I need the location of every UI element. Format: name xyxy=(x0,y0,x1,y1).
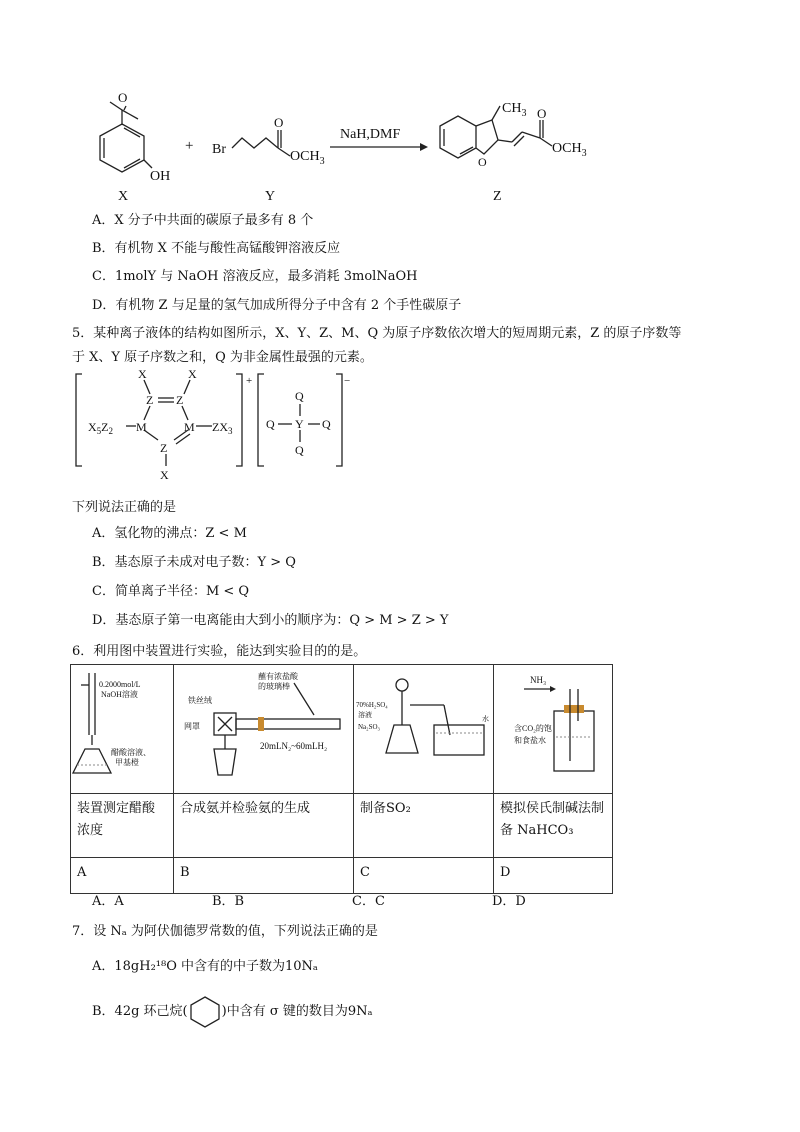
ammonia-synthesis-figure xyxy=(174,665,354,785)
apparatus-b-cell xyxy=(174,665,354,794)
q7-option-a: A．18gH₂¹⁸O 中含有的中子数为10Nₐ xyxy=(92,959,318,974)
svg-text:蘸有浓盐酸: 蘸有浓盐酸 xyxy=(258,672,298,681)
label-y: Y xyxy=(265,189,276,204)
x-oh-label: OH xyxy=(150,169,171,184)
molecule-x-structure xyxy=(100,102,152,172)
svg-text:0.2000mol/L: 0.2000mol/L xyxy=(99,680,141,689)
svg-text:ZX3: $ZX_3$ xyxy=(212,420,233,436)
svg-text:Z: Z xyxy=(176,393,184,407)
q5-option-c: C．简单离子半径：M < Q xyxy=(92,584,250,599)
q5-stem-line1: 5．某种离子液体的结构如图所示，X、Y、Z、M、Q 为原子序数依次增大的短周期元素，Z 的原子序数等 xyxy=(72,326,682,341)
q5-option-d: D．基态原子第一电离能由大到小的顺序为：Q > M > Z > Y xyxy=(92,613,449,628)
q5-stem-line2: 于 X、Y 原子序数之和，Q 为非金属性最强的元素。 xyxy=(72,350,373,365)
reaction-scheme xyxy=(60,90,620,210)
q6-answer-a: A．A xyxy=(92,894,124,909)
q7-option-b-pre: B．42g 环己烷( xyxy=(92,1004,188,1019)
reagent-label: NaH,DMF xyxy=(340,127,401,142)
svg-text:溶液: 溶液 xyxy=(358,711,372,719)
svg-text:网罩: 网罩 xyxy=(184,722,200,731)
plus-sign: + xyxy=(185,138,194,154)
svg-text:X: X xyxy=(160,468,169,482)
q7-option-b-post: )中含有 σ 键的数目为9Nₐ xyxy=(221,1004,373,1019)
q6-answer-c: C．C xyxy=(352,894,385,909)
purpose-b: 合成氨并检验氨的生成 xyxy=(174,794,354,858)
q6-stem: 6．利用图中装置进行实验，能达到实验目的的是。 xyxy=(72,644,367,659)
apparatus-a-cell xyxy=(71,665,174,794)
svg-text:含CO₂的饱: 含CO₂的饱 xyxy=(514,724,552,733)
svg-text:Q: Q xyxy=(295,443,304,457)
svg-text:醋酸溶液、: 醋酸溶液、 xyxy=(111,748,151,757)
z-ch3: $CH_3$ xyxy=(502,101,527,119)
svg-text:M: M xyxy=(184,420,195,434)
letter-c: C xyxy=(354,858,494,894)
svg-text:的玻璃棒: 的玻璃棒 xyxy=(258,682,290,691)
svg-text:NaOH溶液: NaOH溶液 xyxy=(101,690,138,699)
svg-text:和食盐水: 和食盐水 xyxy=(514,736,546,745)
x-carbonyl-o: O xyxy=(118,90,128,105)
q4-option-c: C．1molY 与 NaOH 溶液反应，最多消耗 3molNaOH xyxy=(92,269,418,284)
z-carbonyl-o: O xyxy=(537,106,547,121)
letter-a: A xyxy=(71,858,174,894)
svg-text:Z: Z xyxy=(146,393,154,407)
z-och3: $OCH_3$ xyxy=(552,141,587,159)
y-br: Br xyxy=(212,142,226,157)
svg-text:水: 水 xyxy=(482,715,489,723)
svg-text:Na₂SO₃: Na₂SO₃ xyxy=(358,723,380,731)
svg-text:20mLN₂~60mLH₂: 20mLN₂~60mLH₂ xyxy=(260,741,328,751)
svg-text:Z: Z xyxy=(160,441,168,455)
q7-option-b xyxy=(92,1000,373,1019)
purpose-a: 装置测定醋酸浓度 xyxy=(71,794,174,858)
svg-text:甲基橙: 甲基橙 xyxy=(115,758,139,767)
svg-text:Y: Y xyxy=(295,417,304,431)
y-carbonyl-o: O xyxy=(274,115,284,130)
q4-option-d: D．有机物 Z 与足量的氢气加成所得分子中含有 2 个手性碳原子 xyxy=(92,298,462,313)
svg-text:Q: Q xyxy=(322,417,331,431)
q5-option-b: B．基态原子未成对电子数：Y > Q xyxy=(92,555,296,570)
svg-text:70%H₂SO₄: 70%H₂SO₄ xyxy=(356,701,388,709)
cyclohexane-icon xyxy=(188,995,222,1029)
svg-text:Q: Q xyxy=(266,417,275,431)
svg-text:X5Z2: $X_5Z_2$ xyxy=(88,420,114,436)
letter-b: B xyxy=(174,858,354,894)
svg-text:铁丝绒: 铁丝绒 xyxy=(188,696,212,705)
titration-apparatus-figure xyxy=(71,665,174,785)
svg-text:NH₃: NH₃ xyxy=(530,675,547,685)
purpose-c: 制备SO₂ xyxy=(354,794,494,858)
q4-option-b: B．有机物 X 不能与酸性高锰酸钾溶液反应 xyxy=(92,241,341,256)
q6-answer-b: B．B xyxy=(212,894,245,909)
q5-option-a: A．氢化物的沸点：Z < M xyxy=(92,526,247,541)
svg-text:Q: Q xyxy=(295,389,304,403)
svg-text:M: M xyxy=(136,420,147,434)
ionic-liquid-structure xyxy=(70,368,360,488)
y-och3: $OCH_3$ xyxy=(290,149,325,167)
label-x: X xyxy=(118,189,129,204)
svg-text:X: X xyxy=(138,368,147,381)
q7-stem: 7．设 Nₐ 为阿伏伽德罗常数的值，下列说法正确的是 xyxy=(72,924,378,939)
z-ring-o: O xyxy=(478,155,487,169)
molecule-y-structure xyxy=(232,130,290,156)
molecule-z-structure xyxy=(440,106,552,158)
svg-text:X: X xyxy=(188,368,197,381)
q4-option-a: A．X 分子中共面的碳原子最多有 8 个 xyxy=(92,213,314,228)
apparatus-c-cell xyxy=(354,665,494,794)
q6-apparatus-table xyxy=(70,664,613,894)
letter-d: D xyxy=(494,858,613,894)
label-z: Z xyxy=(493,189,502,204)
so2-generation-figure xyxy=(354,665,494,785)
hou-process-figure xyxy=(494,665,613,785)
q5-prompt: 下列说法正确的是 xyxy=(72,500,177,515)
svg-text:−: − xyxy=(344,375,351,387)
q6-answer-d: D．D xyxy=(492,894,526,909)
svg-text:+: + xyxy=(246,375,253,387)
apparatus-d-cell xyxy=(494,665,613,794)
purpose-d: 模拟侯氏制碱法制备 NaHCO₃ xyxy=(494,794,613,858)
